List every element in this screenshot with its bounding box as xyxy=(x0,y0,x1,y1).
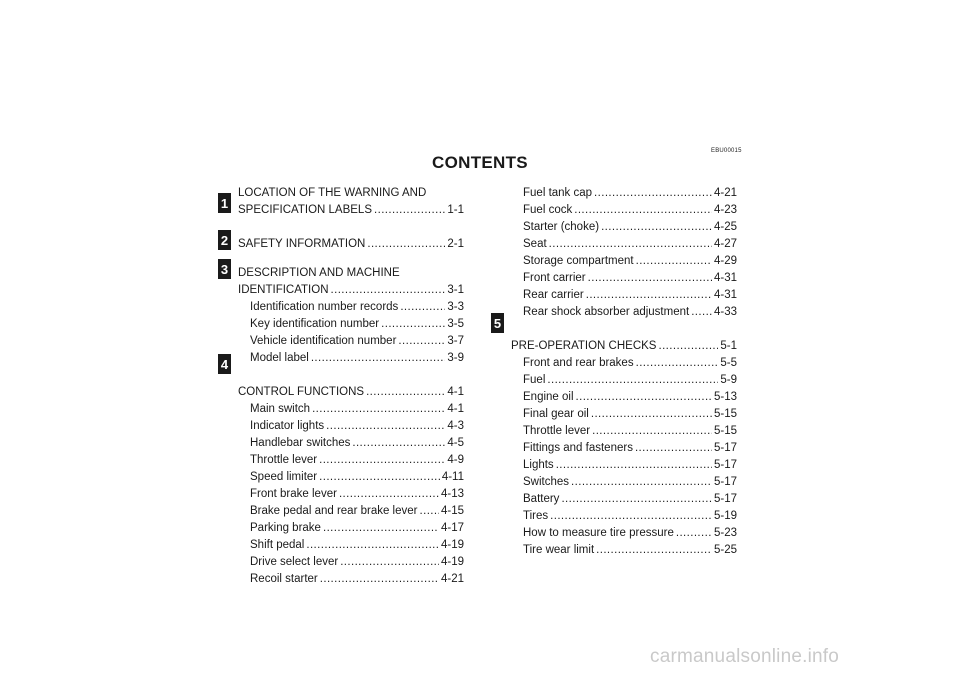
toc-entry-label: Seat xyxy=(523,238,547,250)
toc-entry-page: 4-33 xyxy=(713,306,737,318)
toc-entry-label: Indicator lights xyxy=(250,420,325,432)
toc-entry-page: 4-21 xyxy=(713,187,737,199)
section-tab-1[interactable]: 1 xyxy=(218,193,231,213)
toc-entry-page: 3-1 xyxy=(447,284,464,296)
toc-entry[interactable] xyxy=(511,491,737,508)
toc-entry[interactable] xyxy=(238,571,464,588)
leader-dots xyxy=(367,236,445,253)
leader-dots xyxy=(574,202,712,219)
toc-entry[interactable] xyxy=(238,469,464,486)
toc-entry-page: 4-23 xyxy=(713,204,737,216)
toc-entry-label: Starter (choke) xyxy=(523,221,600,233)
toc-section-3 xyxy=(238,265,464,367)
toc-entry-label: Tire wear limit xyxy=(523,544,595,556)
toc-entry-label: Switches xyxy=(523,476,570,488)
toc-entry-label: Rear shock absorber adjustment xyxy=(523,306,690,318)
toc-entry-label: CONTROL FUNCTIONS xyxy=(238,386,365,398)
leader-dots xyxy=(550,508,712,525)
toc-section-2 xyxy=(238,236,464,253)
toc-entry[interactable] xyxy=(238,350,464,367)
toc-entry-page: 4-31 xyxy=(713,289,737,301)
leader-dots xyxy=(381,316,445,333)
section-tab-4[interactable]: 4 xyxy=(218,354,231,374)
toc-entry[interactable] xyxy=(511,270,737,287)
leader-dots xyxy=(311,350,446,367)
toc-entry[interactable] xyxy=(511,185,737,202)
toc-entry-page: 4-1 xyxy=(447,403,464,415)
toc-entry[interactable] xyxy=(238,236,464,253)
toc-entry[interactable] xyxy=(511,219,737,236)
leader-dots xyxy=(420,503,439,520)
toc-entry-page: 5-17 xyxy=(713,442,737,454)
toc-entry[interactable] xyxy=(511,287,737,304)
leader-dots xyxy=(323,520,439,537)
toc-entry[interactable] xyxy=(238,401,464,418)
toc-entry-label: Brake pedal and rear brake lever xyxy=(250,505,418,517)
toc-entry[interactable] xyxy=(238,452,464,469)
toc-entry-page: 5-17 xyxy=(713,476,737,488)
toc-entry[interactable] xyxy=(511,423,737,440)
toc-entry-page: 4-27 xyxy=(713,238,737,250)
toc-heading-line: LOCATION OF THE WARNING AND xyxy=(238,187,427,199)
leader-dots xyxy=(320,571,439,588)
leader-dots xyxy=(400,299,445,316)
page-title: CONTENTS xyxy=(432,153,528,172)
toc-entry-label: Speed limiter xyxy=(250,471,318,483)
toc-entry[interactable] xyxy=(238,333,464,350)
toc-entry-page: 2-1 xyxy=(447,238,464,250)
toc-section-4 xyxy=(238,384,464,588)
toc-entry-label: IDENTIFICATION xyxy=(238,284,329,296)
leader-dots xyxy=(306,537,439,554)
toc-entry-label: Lights xyxy=(523,459,554,471)
toc-entry[interactable] xyxy=(238,503,464,520)
toc-entry-page: 5-25 xyxy=(713,544,737,556)
leader-dots xyxy=(339,486,439,503)
toc-section-5 xyxy=(511,338,737,559)
toc-entry-label: Fuel xyxy=(523,374,546,386)
toc-entry[interactable] xyxy=(511,253,737,270)
leader-dots xyxy=(312,401,445,418)
toc-entry-label: Tires xyxy=(523,510,549,522)
toc-entry[interactable] xyxy=(238,554,464,571)
section-tab-5[interactable]: 5 xyxy=(491,313,504,333)
leader-dots xyxy=(635,440,712,457)
leader-dots xyxy=(556,457,712,474)
leader-dots xyxy=(588,270,712,287)
toc-entry[interactable] xyxy=(511,236,737,253)
toc-entry-page: 5-23 xyxy=(713,527,737,539)
leader-dots xyxy=(366,384,445,401)
toc-entry[interactable] xyxy=(238,486,464,503)
leader-dots xyxy=(547,372,718,389)
leader-dots xyxy=(596,542,712,559)
section-tab-2[interactable]: 2 xyxy=(218,230,231,250)
toc-entry-page: 4-17 xyxy=(440,522,464,534)
toc-entry-page: 4-11 xyxy=(441,471,464,483)
toc-entry-page: 3-3 xyxy=(447,301,464,313)
toc-section-4-continued xyxy=(511,185,737,321)
toc-entry-page: 5-15 xyxy=(713,425,737,437)
leader-dots xyxy=(571,474,712,491)
toc-entry-label: Key identification number xyxy=(250,318,380,330)
leader-dots xyxy=(636,355,719,372)
toc-entry-label: How to measure tire pressure xyxy=(523,527,674,539)
toc-entry-page: 4-19 xyxy=(440,539,464,551)
toc-entry-page: 4-15 xyxy=(440,505,464,517)
toc-entry[interactable] xyxy=(511,355,737,372)
toc-entry[interactable] xyxy=(511,338,737,355)
toc-entry-page: 4-5 xyxy=(447,437,464,449)
toc-entry[interactable] xyxy=(238,418,464,435)
toc-entry-label: Drive select lever xyxy=(250,556,339,568)
toc-entry-label: Front carrier xyxy=(523,272,586,284)
leader-dots xyxy=(691,304,712,321)
toc-entry[interactable] xyxy=(511,542,737,559)
leader-dots xyxy=(319,452,445,469)
leader-dots xyxy=(594,185,712,202)
toc-entry[interactable] xyxy=(511,372,737,389)
toc-entry-label: Front and rear brakes xyxy=(523,357,634,369)
leader-dots xyxy=(636,253,712,270)
leader-dots xyxy=(586,287,712,304)
toc-entry-page: 3-5 xyxy=(447,318,464,330)
toc-entry[interactable] xyxy=(238,537,464,554)
toc-entry-label: Model label xyxy=(250,352,309,364)
toc-entry[interactable] xyxy=(238,384,464,401)
section-tab-3[interactable]: 3 xyxy=(218,259,231,279)
toc-entry-label: Throttle lever xyxy=(250,454,318,466)
toc-entry-label: Fittings and fasteners xyxy=(523,442,633,454)
toc-entry-label: Vehicle identification number xyxy=(250,335,397,347)
toc-entry-page: 3-7 xyxy=(447,335,464,347)
toc-entry-label: Recoil starter xyxy=(250,573,318,585)
toc-entry-page: 5-9 xyxy=(720,374,737,386)
toc-entry-page: 4-29 xyxy=(713,255,737,267)
toc-entry-page: 4-13 xyxy=(440,488,464,500)
leader-dots xyxy=(561,491,712,508)
toc-entry[interactable] xyxy=(511,440,737,457)
leader-dots xyxy=(576,389,712,406)
watermark-footer: carmanualsonline.info xyxy=(650,646,840,667)
toc-entry[interactable] xyxy=(511,389,737,406)
toc-entry-page: 4-25 xyxy=(713,221,737,233)
toc-section-1 xyxy=(238,185,464,219)
toc-entry-page: 3-9 xyxy=(447,352,464,364)
toc-entry-label: Parking brake xyxy=(250,522,321,534)
toc-entry-page: 5-1 xyxy=(720,340,737,352)
leader-dots xyxy=(319,469,440,486)
leader-dots xyxy=(592,423,712,440)
toc-entry-page: 4-31 xyxy=(713,272,737,284)
toc-entry-label: PRE-OPERATION CHECKS xyxy=(511,340,657,352)
toc-entry-label: Fuel tank cap xyxy=(523,187,593,199)
leader-dots xyxy=(549,236,712,253)
document-code: EBU00015 xyxy=(711,148,742,154)
leader-dots xyxy=(340,554,439,571)
toc-entry-page: 1-1 xyxy=(447,204,464,216)
toc-entry[interactable] xyxy=(511,202,737,219)
toc-entry-label: Battery xyxy=(523,493,560,505)
toc-right-column xyxy=(511,185,737,559)
toc-entry-page: 4-9 xyxy=(447,454,464,466)
toc-entry[interactable] xyxy=(511,525,737,542)
toc-entry-label: Engine oil xyxy=(523,391,574,403)
toc-entry[interactable] xyxy=(511,304,737,321)
toc-entry-label: SPECIFICATION LABELS xyxy=(238,204,372,216)
toc-entry-page: 4-3 xyxy=(447,420,464,432)
toc-entry[interactable] xyxy=(511,508,737,525)
toc-entry-label: SAFETY INFORMATION xyxy=(238,238,366,250)
leader-dots xyxy=(374,202,445,219)
toc-entry-label: Handlebar switches xyxy=(250,437,351,449)
toc-entry-page: 5-13 xyxy=(713,391,737,403)
toc-entry[interactable] xyxy=(238,520,464,537)
toc-left-column xyxy=(238,185,464,588)
leader-dots xyxy=(676,525,712,542)
toc-entry-page: 5-17 xyxy=(713,459,737,471)
toc-entry-label: Shift pedal xyxy=(250,539,305,551)
toc-entry-page: 5-19 xyxy=(713,510,737,522)
toc-heading-line: DESCRIPTION AND MACHINE xyxy=(238,267,400,279)
toc-entry[interactable] xyxy=(238,435,464,452)
toc-entry-label: Main switch xyxy=(250,403,311,415)
leader-dots xyxy=(601,219,712,236)
toc-entry-label: Front brake lever xyxy=(250,488,337,500)
toc-entry-label: Throttle lever xyxy=(523,425,591,437)
toc-entry-page: 5-15 xyxy=(713,408,737,420)
leader-dots xyxy=(352,435,445,452)
toc-entry-label: Identification number records xyxy=(250,301,399,313)
toc-entry-page: 4-21 xyxy=(440,573,464,585)
toc-entry[interactable] xyxy=(511,457,737,474)
toc-entry-label: Storage compartment xyxy=(523,255,634,267)
leader-dots xyxy=(398,333,445,350)
toc-entry[interactable] xyxy=(238,316,464,333)
toc-entry-page: 5-5 xyxy=(720,357,737,369)
toc-entry-label: Fuel cock xyxy=(523,204,573,216)
toc-entry-label: Final gear oil xyxy=(523,408,589,420)
leader-dots xyxy=(658,338,718,355)
toc-entry-page: 4-1 xyxy=(447,386,464,398)
toc-entry[interactable] xyxy=(238,299,464,316)
toc-entry-page: 5-17 xyxy=(713,493,737,505)
leader-dots xyxy=(591,406,712,423)
toc-entry-label: Rear carrier xyxy=(523,289,584,301)
toc-entry[interactable] xyxy=(511,406,737,423)
toc-entry[interactable] xyxy=(238,202,464,219)
toc-entry[interactable] xyxy=(511,474,737,491)
leader-dots xyxy=(326,418,445,435)
toc-entry[interactable] xyxy=(238,282,464,299)
toc-entry-page: 4-19 xyxy=(440,556,464,568)
leader-dots xyxy=(331,282,446,299)
